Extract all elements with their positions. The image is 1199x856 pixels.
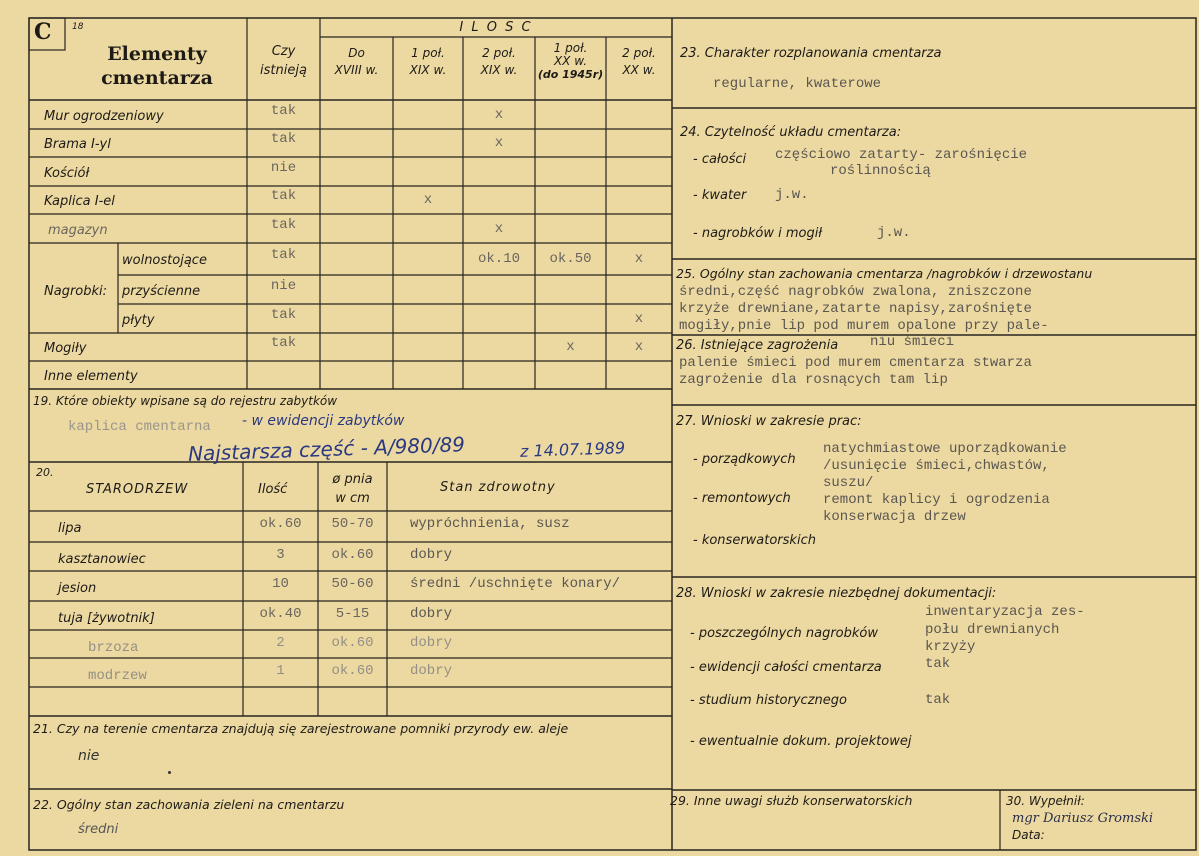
element-row-mark: x: [634, 339, 644, 355]
q28-posz-line1: inwentaryzacja zes-: [925, 604, 1085, 620]
tree-row-name: modrzew: [88, 668, 147, 684]
element-row-exists: tak: [270, 131, 297, 147]
tree-row-diam: 50-70: [331, 516, 374, 532]
element-row-mark: x: [494, 220, 504, 237]
tree-row-health: dobry: [410, 606, 453, 622]
period-header-line: Do: [348, 46, 365, 60]
tree-row-count: 10: [272, 576, 289, 592]
q19-handwritten3: z 14.07.1989: [519, 438, 626, 461]
period-header: [535, 42, 606, 81]
tree-row-count: 1: [276, 663, 285, 679]
period-header-line: 1 poł.: [553, 41, 588, 55]
tree-row-diam: 5-15: [335, 606, 370, 622]
element-row-exists: tak: [270, 335, 297, 351]
tree-row-name: brzoza: [88, 640, 139, 656]
q28-stud-value: tak: [925, 692, 951, 708]
tree-row-health: wypróchnienia, susz: [410, 516, 570, 532]
element-row-label: Kościół: [44, 165, 90, 181]
element-row-label: Inne elementy: [44, 369, 138, 384]
period-header-line: XX w.: [622, 63, 656, 77]
element-row-exists: tak: [270, 216, 297, 233]
q28-ewid-label: - ewidencji całości cmentarza: [690, 660, 882, 675]
period-header: [606, 45, 672, 79]
col-exists-line1: Czy: [271, 44, 296, 59]
q20-col-health: Stan zdrowotny: [440, 480, 556, 495]
q20-col-diam-line1: ø pnia: [332, 472, 373, 487]
tree-row-name: kasztanowiec: [58, 552, 146, 567]
tree-row-diam: 50-60: [331, 576, 374, 592]
q20-col-count: Ilość: [258, 482, 288, 497]
elements-title-line1: Elementy: [107, 43, 207, 65]
tree-row-diam: ok.60: [331, 663, 374, 679]
element-row-exists: tak: [270, 247, 297, 263]
period-header: [393, 45, 463, 79]
tree-row-name: jesion: [58, 581, 97, 596]
q26-line1: palenie śmieci pod murem cmentarza stwarza: [679, 355, 1032, 371]
q25-label: 25. Ogólny stan zachowania cmentarza /nagrobków i drzewostanu: [676, 266, 1093, 281]
element-row-mark: x: [566, 339, 575, 355]
element-row-label: Brama I-yl: [44, 137, 111, 152]
period-header: [320, 45, 393, 79]
q21-dot: [168, 771, 171, 774]
element-row-label: Mogiły: [44, 341, 87, 356]
q24-calosci-line1: częściowo zatarty- zarośnięcie: [775, 147, 1028, 163]
q28-proj-label: - ewentualnie dokum. projektowej: [690, 734, 912, 749]
tree-row-health: średni /uschnięte konary/: [410, 576, 621, 592]
col-exists-line2: istnieją: [260, 63, 307, 78]
q27-porz-label: - porządkowych: [693, 452, 796, 467]
q20-col-diam: [318, 470, 387, 508]
q21-label: 21. Czy na terenie cmentarza znajdują się zarejestrowane pomniki przyrody ew. aleje: [33, 721, 569, 736]
q24-label: 24. Czytelność układu cmentarza:: [680, 125, 902, 140]
q28-ewid-value: tak: [925, 656, 951, 672]
element-row-label: wolnostojące: [122, 253, 207, 268]
q27-rem-label: - remontowych: [693, 491, 791, 506]
section-letter: C: [34, 19, 52, 45]
element-row-label: magazyn: [48, 222, 108, 238]
q22-label: 22. Ogólny stan zachowania zieleni na cmentarzu: [33, 797, 345, 812]
q28-posz-line3: krzyży: [925, 639, 976, 655]
element-row-label: Mur ogrodzeniowy: [44, 108, 164, 124]
q24-kwater-label: - kwater: [693, 188, 747, 203]
element-row-mark: x: [634, 251, 644, 267]
q19-handwritten1: - w ewidencji zabytków: [242, 413, 405, 429]
elements-title-line2: cmentarza: [101, 67, 213, 89]
q19-handwritten2: Najstarsza część - A/980/89: [187, 432, 466, 466]
q27-label: 27. Wnioski w zakresie prac:: [676, 414, 862, 429]
ilosc-header: I L O S C: [459, 20, 533, 35]
q30-date-label: Data:: [1012, 828, 1045, 842]
q24-calosci-label: - całości: [693, 152, 747, 167]
q28-stud-label: - studium historycznego: [690, 693, 847, 708]
q29-label: 29. Inne uwagi służb konserwatorskich: [670, 793, 913, 808]
period-header: [463, 45, 535, 79]
element-row-exists: tak: [270, 306, 297, 323]
q27-porz-line3: suszu/: [823, 475, 874, 491]
nagrobki-label: Nagrobki:: [44, 284, 108, 299]
q22-answer: średni: [78, 822, 119, 837]
q26-line2: zagrożenie dla rosnących tam lip: [679, 372, 948, 388]
tree-row-diam: ok.60: [331, 547, 374, 563]
q21-answer: nie: [78, 748, 100, 764]
q28-posz-line2: połu drewnianych: [925, 622, 1060, 638]
period-header-line: XIX w.: [480, 63, 518, 77]
period-header-line: 2 poł.: [482, 46, 516, 60]
period-header-line: (do 1945r): [537, 68, 604, 81]
section-number: 18: [72, 22, 84, 32]
q25-line1: średni,część nagrobków zwalona, zniszczone: [679, 284, 1032, 300]
tree-row-count: ok.40: [259, 606, 302, 622]
q30-label: 30. Wypełnił:: [1006, 794, 1085, 808]
element-row-mark: x: [494, 135, 504, 151]
q27-rem-line1: remont kaplicy i ogrodzenia: [823, 492, 1050, 508]
element-row-exists: tak: [270, 188, 297, 204]
element-row-mark: x: [634, 310, 644, 327]
tree-row-health: dobry: [410, 635, 453, 651]
q19-typed: kaplica cmentarna: [68, 419, 211, 435]
q24-nagrobkow-value: j.w.: [877, 225, 911, 241]
col-exists-header: [247, 42, 320, 80]
tree-row-count: ok.60: [259, 516, 302, 532]
element-row-mark: x: [423, 192, 433, 208]
element-row-label: Kaplica I-el: [44, 194, 115, 209]
tree-row-health: dobry: [410, 547, 453, 563]
period-header-line: 1 poł.: [411, 46, 445, 60]
q25-line4: niu śmieci: [870, 334, 955, 350]
element-row-mark: ok.50: [549, 251, 592, 267]
q23-label: 23. Charakter rozplanowania cmentarza: [680, 46, 942, 61]
element-row-exists: nie: [270, 159, 297, 176]
element-row-exists: tak: [270, 102, 297, 119]
q25-line3: mogiły,pnie lip pod murem opalone przy pale-: [679, 318, 1049, 334]
tree-row-count: 2: [276, 635, 285, 651]
q20-number: 20.: [36, 466, 54, 479]
q27-kons-label: - konserwatorskich: [693, 533, 816, 548]
period-header-line: XIX w.: [409, 63, 447, 77]
tree-row-health: dobry: [410, 663, 453, 679]
period-header-line: XX w.: [553, 54, 588, 68]
period-header-line: 2 poł.: [622, 46, 656, 60]
tree-row-diam: ok.60: [331, 635, 374, 651]
element-row-label: płyty: [122, 312, 155, 328]
tree-row-name: lipa: [58, 521, 82, 536]
tree-row-count: 3: [276, 547, 285, 563]
q30-name: mgr Dariusz Gromski: [1012, 811, 1154, 826]
q28-label: 28. Wnioski w zakresie niezbędnej dokumentacji:: [676, 586, 997, 601]
period-header-line: XVIII w.: [334, 63, 379, 77]
q24-nagrobkow-label: - nagrobków i mogił: [693, 226, 823, 241]
q24-kwater-value: j.w.: [775, 187, 809, 203]
q26-label: 26. Istniejące zagrożenia: [676, 338, 839, 353]
element-row-exists: nie: [270, 277, 297, 294]
element-row-mark: x: [494, 106, 504, 123]
element-row-label: przyścienne: [122, 283, 201, 299]
q24-calosci-line2: roślinnością: [830, 163, 931, 179]
q19-label: 19. Które obiekty wpisane są do rejestru zabytków: [33, 394, 338, 408]
q25-line2: krzyże drewniane,zatarte napisy,zarośnięte: [679, 301, 1032, 317]
element-row-mark: ok.10: [477, 251, 520, 267]
q27-rem-line2: konserwacja drzew: [823, 509, 966, 525]
q28-posz-label: - poszczególnych nagrobków: [690, 626, 878, 641]
q20-col-name: STARODRZEW: [86, 482, 189, 497]
tree-row-name: tuja [żywotnik]: [58, 611, 155, 626]
q20-col-diam-line2: w cm: [335, 491, 370, 506]
q23-answer: regularne, kwaterowe: [713, 76, 882, 92]
q27-porz-line2: /usunięcie śmieci,chwastów,: [823, 458, 1050, 474]
q27-porz-line1: natychmiastowe uporządkowanie: [823, 441, 1067, 457]
elements-title: [68, 42, 246, 90]
